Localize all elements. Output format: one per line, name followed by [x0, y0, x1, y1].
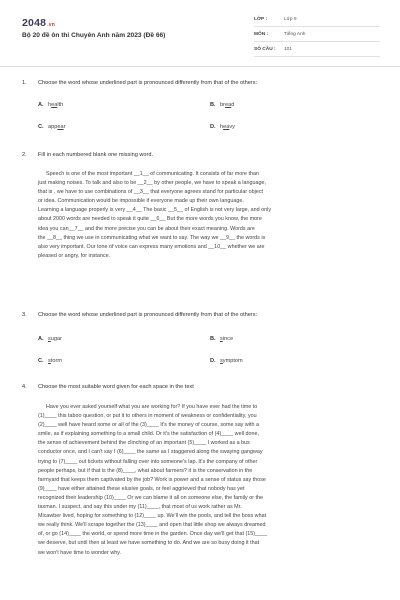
question-prompt	[22, 312, 257, 318]
passage-line: about 2000 words are needed to speak it quite __6__ But the more words you know, the more	[38, 216, 262, 223]
option-underlined: ea	[224, 102, 232, 108]
passage-line: farmyard that keeps them captivated by the job? Work is power and a sense of status say those	[38, 476, 266, 483]
passage-line: recognized their leadership (10)____ Or we can blame it all on someone else, the family or the	[38, 494, 264, 501]
option-underlined: ea	[51, 102, 58, 108]
question-text: Choose the word whose underlined part is pronounced differently from that of the others:	[38, 80, 258, 86]
passage-line: we deserve, but until then at least we have something to do. And we are so busy doing it that	[38, 540, 260, 547]
passage-line: just making noises. To talk and also to be __2__ by other people, we have to speak a language,	[38, 180, 266, 187]
meta-class-value: Lớp 9	[284, 17, 297, 22]
meta-count-label: SỐ CÂU :	[254, 47, 276, 52]
option-letter: A.	[38, 102, 44, 108]
option-text: ince	[222, 336, 234, 342]
passage-line: idea you can__7__ and the more precise you can be about their exact meaning. Words are	[38, 225, 255, 232]
option-text: h	[48, 102, 52, 108]
meta-count-row	[254, 44, 380, 57]
option-c[interactable]	[38, 358, 62, 364]
passage-line: also very important. Our tone of voice can express many emotions and __10__ whether we are	[38, 243, 265, 250]
option-letter: D.	[210, 358, 216, 364]
option-text: ugar	[50, 336, 62, 342]
passage-line: conductor once, and I can't say I (6)____ the same as I staggered along the swaying gangway	[38, 449, 263, 456]
question-number: 1.	[22, 80, 27, 86]
option-b[interactable]	[210, 102, 234, 108]
logo-suffix: .vn	[47, 22, 55, 28]
passage-line: (1)____ this taboo question, or put it to others in moment of weakness or confidentiality, you	[38, 413, 257, 420]
meta-subject-label: MÔN :	[254, 32, 269, 37]
passage-line: we won't have time to wonder why.	[38, 549, 122, 556]
passage-line: we really think. We'll scrape together the (13)____ and open that little shop we always dreamed	[38, 522, 266, 529]
option-letter: B.	[210, 102, 216, 108]
question-number: 4.	[22, 384, 27, 390]
option-text: br	[220, 102, 225, 108]
passage-line: Micawber lived, hoping for something to (12)____ up. We'll win the pools, and tell the boss what	[38, 513, 267, 520]
option-c[interactable]	[38, 124, 65, 130]
question-number: 2.	[22, 152, 27, 158]
question-text: Choose the most suitable word given for each space in the text	[38, 384, 194, 390]
question-number: 3.	[22, 312, 27, 318]
option-text: ymptom	[222, 358, 243, 364]
option-text: d	[231, 102, 235, 108]
question-prompt	[22, 152, 153, 158]
question-text: Choose the word whose underlined part is pronounced differently from that of the others:	[38, 312, 258, 318]
passage-line: (9)____ have either attained these elusive goals, or feel aggrieved that nobody has yet	[38, 485, 245, 492]
option-a[interactable]	[38, 336, 62, 342]
passage-line: people perhaps, but if that is the (8)____, what about farmers? it is the conservation in the	[38, 467, 253, 474]
passage-line: trying to (7)____ out tickets without falling over into someone's lap. It's the company of other	[38, 458, 258, 465]
header-divider	[0, 66, 400, 67]
meta-subject-row	[254, 29, 380, 42]
passage-line: the sense of achievement behind the clinching of an important (5)____ I worked as a bus	[38, 440, 250, 447]
option-underlined: s	[48, 358, 51, 364]
option-text: app	[48, 124, 58, 130]
option-text: r	[63, 124, 66, 130]
passage-line: smile, as if explaining something to a small child. Or it's the satisfaction of (4)____ well done,	[38, 431, 259, 438]
passage-line: or idea. Communication would be impossible if everyone made up their own language.	[38, 198, 244, 205]
option-b[interactable]	[210, 336, 233, 342]
option-text: torm	[50, 358, 62, 364]
question-prompt	[22, 384, 194, 390]
option-underlined: s	[48, 336, 51, 342]
passage-line: Speech is one of the most important __1__ of communicating. It consists of far more than	[46, 171, 260, 177]
option-letter: A.	[38, 336, 44, 342]
option-underlined: ea	[223, 124, 230, 130]
site-logo[interactable]	[22, 17, 55, 29]
passage-line: pleased or angry, for instance.	[38, 252, 111, 259]
option-d[interactable]	[210, 124, 235, 130]
logo-text: 2048	[22, 17, 47, 29]
passage-line: of, or go (14)____ the world, or spend more time in the garden. Once day we'll get that (15)____	[38, 531, 268, 538]
passage-2	[38, 170, 378, 261]
option-letter: D.	[210, 124, 216, 130]
option-text: h	[220, 124, 224, 130]
passage-line: Have you ever asked yourself what you are working for? If you have ever had the time to	[46, 404, 258, 410]
option-d[interactable]	[210, 358, 243, 364]
passage-line: taxman. I suspect, and say this under my (11)____, that most of us work rather as Mr.	[38, 504, 242, 511]
passage-line: (2)____ well have heard some or all of the (3)____ It's the money of course, some say with a	[38, 422, 259, 429]
question-prompt	[22, 80, 257, 86]
page-header	[0, 0, 400, 64]
document-title: Bộ 20 đề ôn thi Chuyên Anh năm 2023 (Đề 66)	[22, 32, 166, 39]
option-underlined: ea	[57, 124, 64, 130]
meta-subject-value: Tiếng Anh	[284, 32, 306, 37]
option-underlined: s	[220, 358, 223, 364]
option-text: lth	[57, 102, 64, 108]
passage-line: Learning a language properly is very __4__ The basic __5__ of English is not very large, and only	[38, 207, 272, 214]
option-text: vy	[229, 124, 235, 130]
option-letter: B.	[210, 336, 216, 342]
option-letter: C.	[38, 358, 44, 364]
passage-4	[38, 403, 378, 558]
passage-line: that is , we have to use combinations of __3__ that everyone agrees stand for particular object	[38, 189, 264, 196]
option-a[interactable]	[38, 102, 63, 108]
meta-count-value: 101	[284, 47, 293, 52]
passage-line: the __8__ thing we use in communicating what we want to say. The way we __9__ the words is	[38, 234, 266, 241]
option-letter: C.	[38, 124, 44, 130]
meta-class-label: LỚP :	[254, 17, 268, 22]
option-underlined: s	[220, 336, 223, 342]
meta-class-row	[254, 14, 380, 27]
question-text: Fill in each numbered blank one missing word.	[38, 152, 154, 158]
